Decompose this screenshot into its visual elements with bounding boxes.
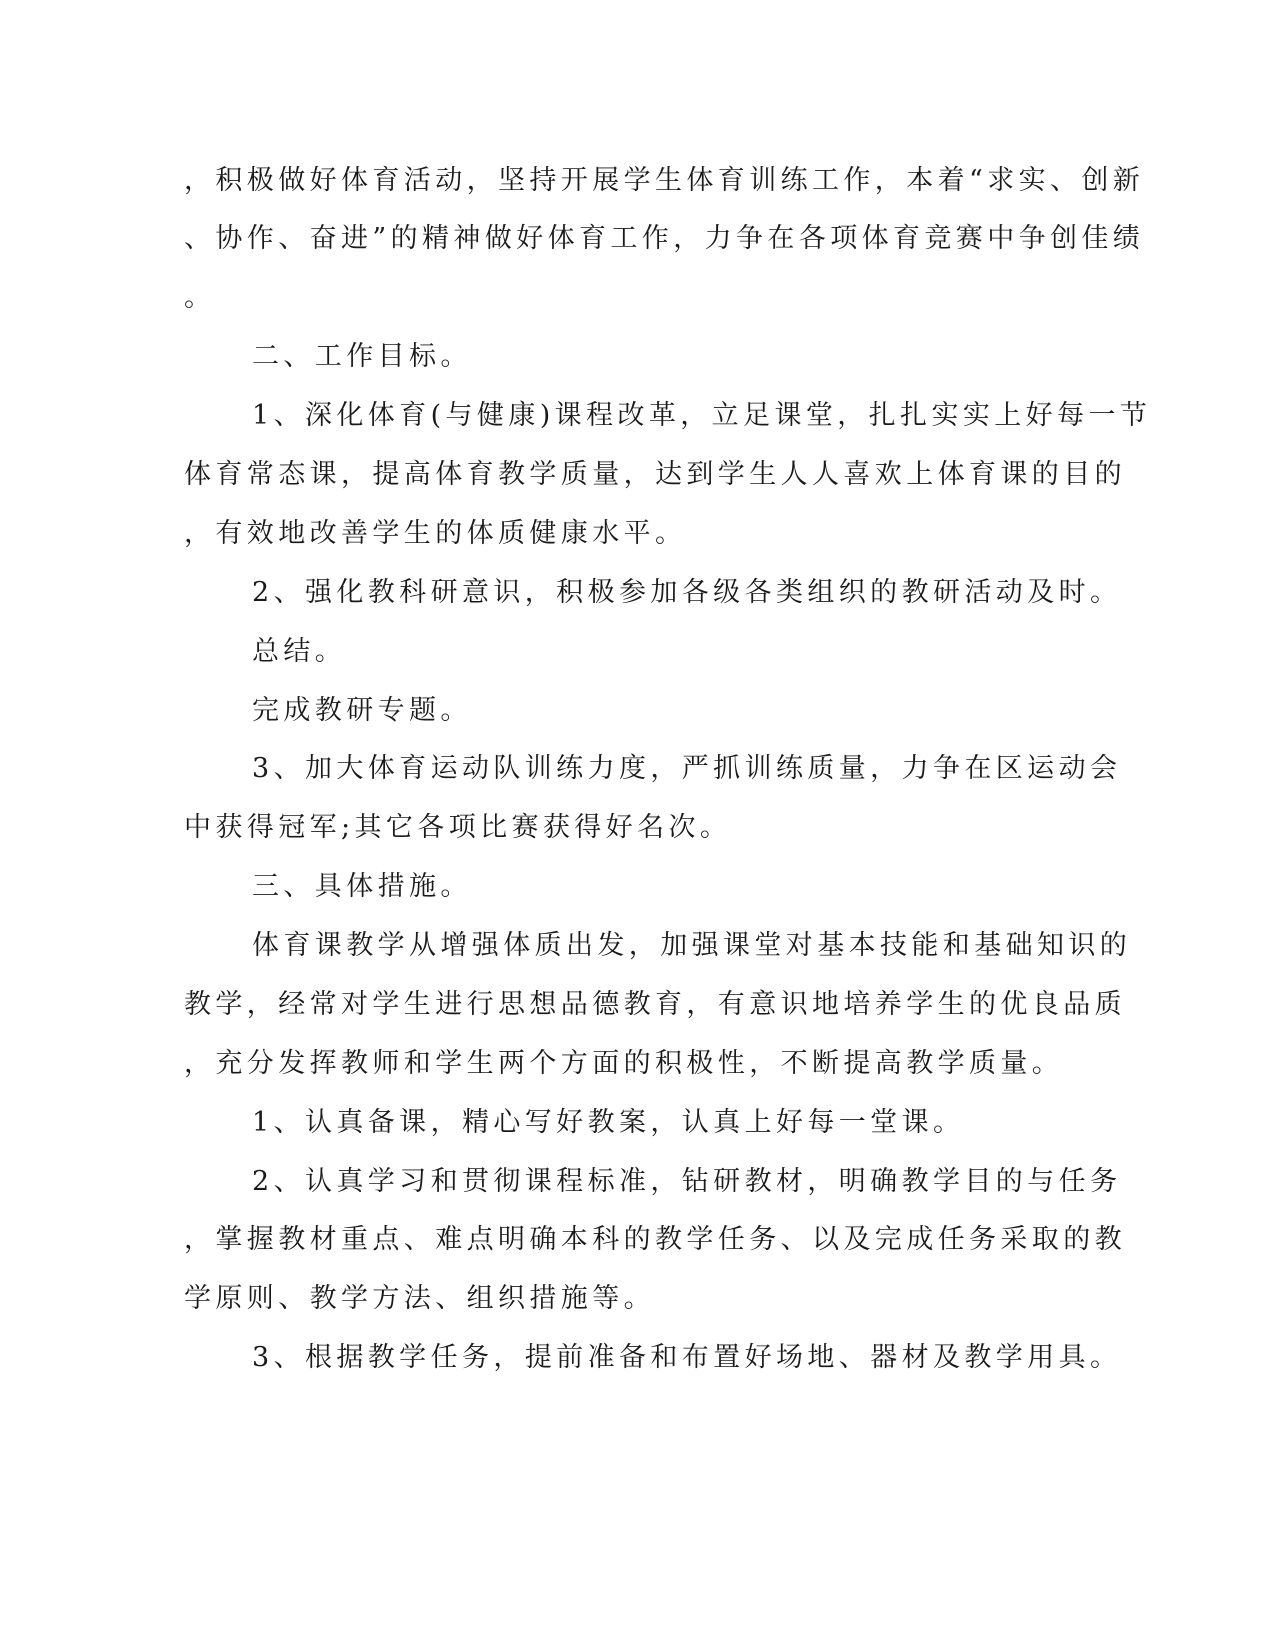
text-line: 、协作、奋进”的精神做好体育工作，力争在各项体育竞赛中争创佳绩 — [184, 223, 1145, 254]
text-line: 教学，经常对学生进行思想品德教育，有意识地培养学生的优良品质 — [184, 989, 1126, 1020]
text-line: ，充分发挥教师和学生两个方面的积极性，不断提高教学质量。 — [184, 1048, 1064, 1079]
section-heading: 二、工作目标。 — [252, 341, 472, 372]
text-line: 。 — [184, 282, 216, 313]
text-line: 2、强化教科研意识，积极参加各级各类组织的教研活动及时。 — [252, 577, 1122, 608]
text-line: ，积极做好体育活动，坚持开展学生体育训练工作，本着“求实、创新 — [184, 165, 1145, 196]
text-line: 体育课教学从增强体质出发，加强课堂对基本技能和基础知识的 — [252, 930, 1132, 961]
text-line: 中获得冠军;其它各项比赛获得好名次。 — [184, 812, 732, 843]
text-line: 1、认真备课，精心写好教案，认真上好每一堂课。 — [252, 1107, 965, 1138]
text-line: 完成教研专题。 — [252, 695, 472, 726]
text-line: 总结。 — [252, 636, 347, 667]
text-line: 2、认真学习和贯彻课程标准，钻研教材，明确教学目的与任务 — [252, 1166, 1122, 1197]
text-line: 体育常态课，提高体育教学质量，达到学生人人喜欢上体育课的目的 — [184, 459, 1126, 490]
text-line: 3、加大体育运动队训练力度，严抓训练质量，力争在区运动会 — [252, 753, 1122, 784]
text-line: 3、根据教学任务，提前准备和布置好场地、器材及教学用具。 — [252, 1342, 1122, 1373]
text-line: 学原则、教学方法、组织措施等。 — [184, 1283, 655, 1314]
text-line: 1、深化体育(与健康)课程改革，立足课堂，扎扎实实上好每一节 — [252, 400, 1152, 431]
text-line: ，掌握教材重点、难点明确本科的教学任务、以及完成任务采取的教 — [184, 1224, 1126, 1255]
section-heading: 三、具体措施。 — [252, 871, 472, 902]
text-line: ，有效地改善学生的体质健康水平。 — [184, 518, 687, 549]
